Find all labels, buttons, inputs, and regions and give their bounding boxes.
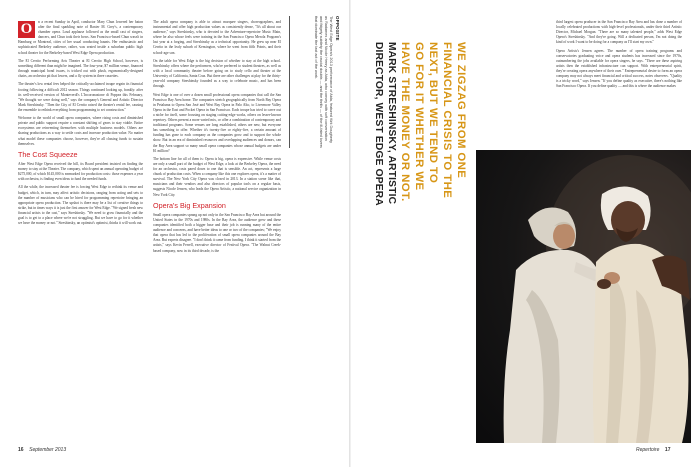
subhead-cost-squeeze: The Cost Squeeze (18, 149, 78, 159)
left-column-2 (153, 20, 281, 257)
paragraph: Opera Artists's Jensen agrees. The number of opera training programs and conservatories graduating voice and opera students has increased since the 1970s, outnumbering the jobs available for opera singers, he says. "There are these aspiring artists then the established infrastructure can support. With entrepreneurial spirit, they're creating opera anywhere of their own." Entrepreneurial desire to form an opera company may not always meet financial and critical success, notes observers. "Quality is a tricky word," says Jensen. "If you define quality as executive, there's nothing like San Francisco Opera. If you define quality — and this is where the audience makes (556, 48, 682, 89)
subhead-opera-expansion: Opera's Big Expansion (153, 200, 226, 210)
left-column-1 (18, 20, 143, 229)
quote-attribution: MARK STRESHINSKY, ARTISTIC (386, 42, 397, 205)
drop-cap: O (18, 21, 35, 38)
caption-heading: OPPOSITE (335, 16, 340, 41)
right-column (556, 20, 682, 93)
paragraph: The adult opera company is able to attract marquee singers, choreographers, and instrumental and offer high production values as consistently dense, "It's all about our audience," says Streshinsky, who is devoted to the Adventure-repertoire Music Main, where he also whose feels were training in the San Francisco Opera Merola Program's last year at a forging, and Streshinsky as a technical opportunity. He grew up near El Cerrito in the leafy suburb of Kensington, where he went from fifth Points, and their school-age son. (153, 20, 281, 55)
publication-name: Repertoire (636, 447, 660, 453)
intro-paragraph (18, 20, 143, 56)
paragraph: third largest opera producer in the San Francisco Bay Area and has done a number of locally celebrated productions with high-level professionals, under their third Artistic Director, Michael Morgan. "There are so many talented people," adds West Edge Opera's Streshinsky. "And they're going. Will a dedicated person, I'm not doing the kind of work I want to be doing for a company as I'll start my own." (556, 20, 682, 45)
caption-body: The West Edge Opera's 2013 performance of Aida, featured Kirk Dougherty as Radames and Nicole Henry as Aida, who convey with soft conversation and fidgety subtlety the crucial doubts — and the thrills — of the ill-fated lovers that dominate the last act of the work. (314, 16, 333, 148)
paragraph: The bottom line for all of them is: Opera is big, opera is expensive. While venue costs are only a small part of the budget of West Edge, a look at the Berkeley Opera, the need for an orchestra, costs pared down to one that is sensible. An act, represents a large chunk of production costs. When a company like this one explores opera, it's a matter of survival. The New York City Opera was closed in 2013. In a station scene like that, musicians and their vendors and also directors of popular tools on a regular basis, suggests Nicole Jensen, who leads the Opera Artistic, a national service organization in New York City. (153, 156, 281, 197)
photo-illustration (476, 150, 691, 443)
right-folio (636, 447, 670, 453)
paragraph: Welcome to the world of small opera companies, where rising costs and diminished private and public support require a constant shifting of gears to stay viable. Entire ecosystems are reinventing themselves with multiple business models. Others are sharing productions as a way to settle costs and increase production value. No matter what model these companies choose, however, they're all chasing funds to sustain themselves. (18, 116, 143, 146)
paragraph: After West Edge Opera received the bill, its Board president insisted on finding the money to stay at the Theater. The company, which spent an annual operating budget of $275,000, of which $145,000 is earmarked for production costs: those expenses a year with orchestra, is finding even ideas to fund the needed funds. (18, 161, 143, 182)
paragraph: On the table for West Edge is the big decision of whether to stay at the high school. Streshinsky offers where the performers, who're preferred to student theatres, as well as with a local community theater before going on to study cello and theater at the University of California, Santa Cruz. But there are other challenges at play for the thirty-year-old company Streshinsky founded as a way to celebrate music, and has been through. (153, 58, 281, 89)
quote-line: HAVE THE MONEY OR NOT. (399, 42, 411, 202)
issue-date: September 2013 (29, 447, 67, 453)
left-folio (18, 447, 66, 453)
intro-text: n a recent Sunday in April, conductor Mary Chun lowered her baton after the final sparkling note of Baxter M. Grey's, a contemporary chamber opera. Loud applause followed as the small cast of singers, dancers, and Chun took their bows. San Francisco-based Chun wasn't in Hamburg or Montreal, cities of her usual conducting haunts. Her enthusiastic and sophisticated Berkeley audience, rather, was seated inside a suburban public high school theater for the Berkeley-based West Edge Opera production. (18, 20, 143, 55)
paragraph: Small opera companies sprang up not only in the San Francisco Bay Area but around the United States in the 1970s and 1980s. In the Bay Area, the audience grew and these companies identified both a bigger base and their job is running many of the entire audience and concerns, and have better ideas to one or two of the companies; "We enjoy that opera that has led to the proliferation of small opera companies around the Bay Area. But experts disagree. "I don't think it came from funding. I think it started from the artists," says Kevin Ferrell, executive director of Festival Opera. "The Walnut Creek-based company, now in its third decade, is the (153, 212, 281, 253)
page-number: 16 (18, 447, 24, 453)
paragraph: The theater's low rental fees helped the critically-acclaimed troupe regain its financial footing following a difficult 2012 season. Things continued looking up, frankly: after its well-received version of Monteverdi's L'Incoronazione di Poppea this February, "We thought we were doing well," says the company's General and Artistic Director Mark Streshinsky. "Then the City of El Cerrito raised the theater's rental fee, causing the ensemble to rethink everything from programming to set construction." (18, 82, 143, 112)
page-gutter (349, 0, 351, 467)
photo-caption (289, 16, 340, 148)
paragraph: All the while, the increased theater fee is forcing West Edge to rethink its venue and budget, which, in turn, may affect artistic decisions, ranging from acting and sets to the number of musicians who can be hired for programming repertoire bringing an appropriate opera production. The upshot is there may be a list of creative things to strike, but in times ways it is just the first answer for West Edge. "We signed fresh new financial artists to the cast," says Streshinsky. "We need to grow financially and the goal is to get to a place where we're not struggling. But we have to go for it whether we have the money or not." Streshinsky, an optimist's optimist, thinks it will work out. (18, 185, 143, 226)
quote-line: GO FOR IT WHETHER WE (413, 42, 425, 191)
quote-line: NEXT, BUT WE TEND TO (427, 42, 439, 184)
opera-performance-photo (476, 150, 691, 443)
paragraph: West Edge is one of over a dozen small professional opera companies that call the San Francisco Bay Area home. The companies stretch geographically from North Bay Opera in Petaluma to Opera San José and West Bay Opera in Palo Alto, to Livermore Valley Opera in the East and Pocket Opera in San Francisco. Each troupe has tried to carve out a niche for itself, some focusing on staging cutting-edge works, others on lesser-known repertory. Others present a more varied mix, or offer a combination of contemporary and traditional programs. Some venues are long established, others are new, but everyone has something to offer. Whether it's twenty-five or eighty-five, a certain amount of funding has gone to each company as the companies grow and to support the whole show. But in an era of diminished resources and overlapping audiences and donors, can the Bay Area support so many small opera companies whose annual budgets are under $1 million? (153, 92, 281, 153)
paragraph: The El Cerrito Performing Arts Theater at El Cerrito High School, however, is something different than might be imagined. The four-year, $7 million venue, financed through municipal bond issues, is tricked out with plush, ergonomically-designed chairs, an orchestra pit that lowers, and a fly system in three cassettes. (18, 58, 143, 79)
quote-line: FINANCIAL CRISIS TO THE (441, 42, 453, 199)
quote-attribution: DIRECTOR, WEST EDGE OPERA (372, 42, 384, 206)
quote-line: WE ZIGZAG FROM ONE (455, 42, 467, 179)
page-number: 17 (664, 447, 671, 453)
pull-quote (365, 42, 468, 278)
